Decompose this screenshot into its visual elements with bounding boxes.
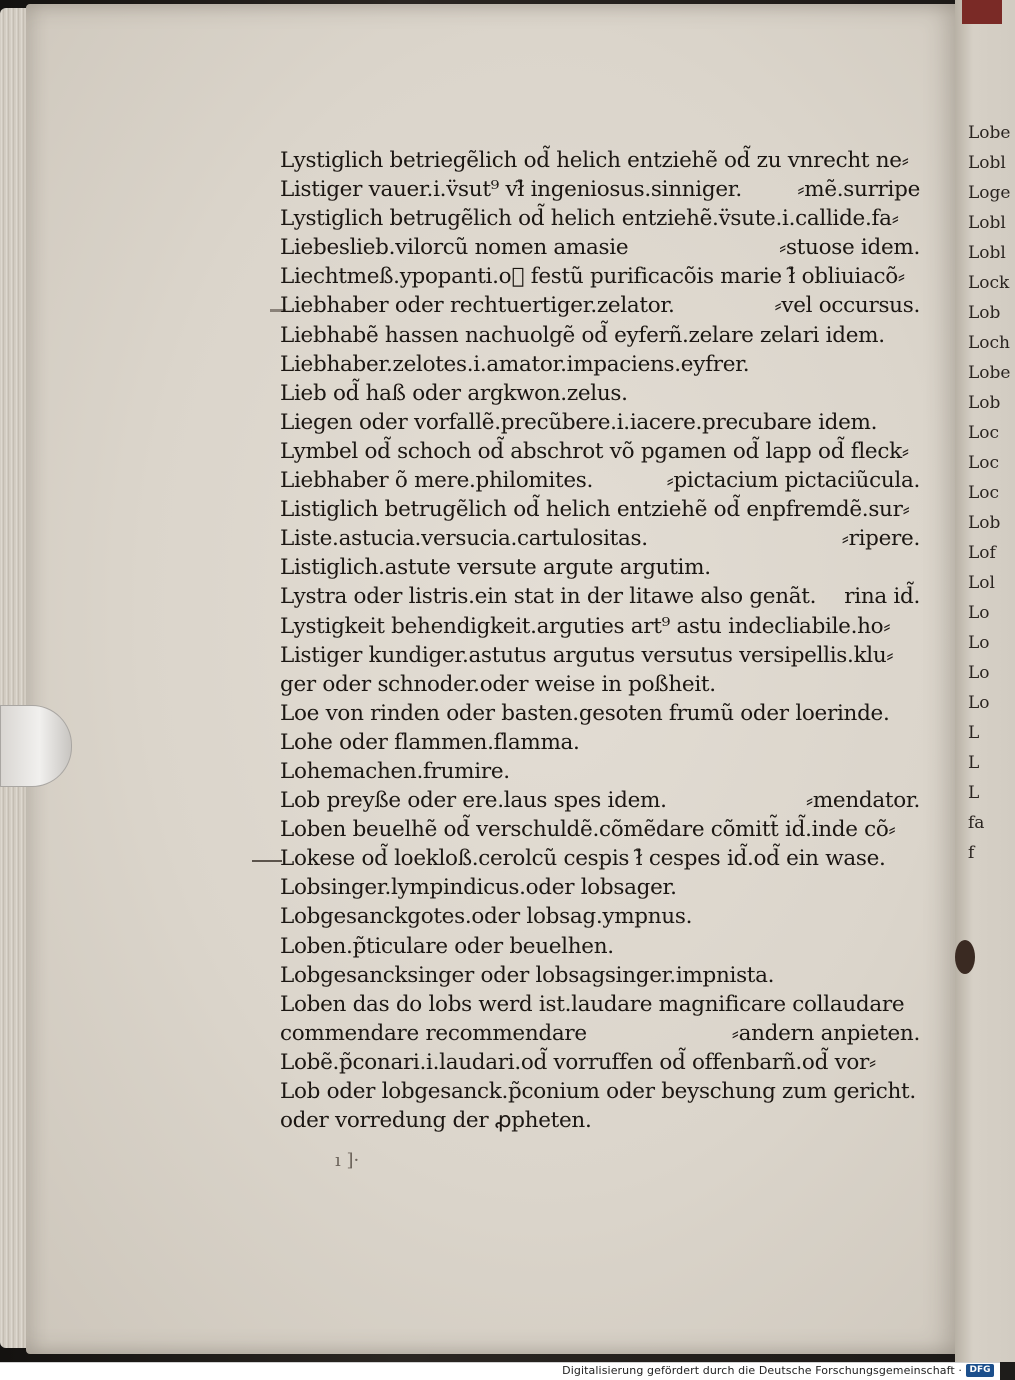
- text-line: [280, 524, 920, 553]
- text-line: [280, 175, 920, 204]
- page-text-block: [280, 146, 920, 1135]
- footer-credit: Digitalisierung gefördert durch die Deutsche Forschungsgemeinschaft ·: [562, 1364, 962, 1377]
- text-line: [280, 728, 920, 757]
- facing-page-line: Lock: [968, 273, 1010, 293]
- text-line-main: Loben beuelhẽ od̃ verschuldẽ.cõmẽdare cõmitt̃ id̃.inde cõ⸗: [280, 817, 896, 843]
- text-line: [280, 786, 920, 815]
- text-line: [280, 495, 920, 524]
- page-foot-mark: ı ]·: [335, 1150, 360, 1171]
- text-line-main: Listiglich.astute versute argute argutim.: [280, 555, 711, 581]
- text-line: [280, 262, 920, 291]
- facing-page-line: L: [968, 723, 980, 743]
- text-line: [280, 699, 920, 728]
- text-line: [280, 902, 920, 931]
- text-line-continuation: ⸗mẽ.surripe: [797, 177, 920, 203]
- text-line: [280, 1077, 920, 1106]
- text-line: [280, 437, 920, 466]
- text-line-main: Lobgesancksinger oder lobsagsinger.impnista.: [280, 962, 775, 988]
- text-line-main: Lobẽ.p̃conari.i.laudari.od̃ vorruffen od̃ offenbarñ.od̃ vor⸗: [280, 1049, 876, 1075]
- text-line: [280, 815, 920, 844]
- text-line-main: Loben.p̃ticulare oder beuelhen.: [280, 933, 614, 959]
- facing-page-line: Lob: [968, 513, 1001, 533]
- facing-page-line: fa: [968, 813, 985, 833]
- text-line-main: Liechtmeß.ypopanti.oᷓ festũ purificacõis marie ł̃ obliuiacõ⸗: [280, 264, 905, 290]
- text-line: [280, 670, 920, 699]
- facing-page-line: Lof: [968, 543, 996, 563]
- ink-blot: [955, 940, 975, 974]
- text-line-main: ger oder schnoder.oder weise in poßheit.: [280, 671, 716, 697]
- text-line-main: Lohe oder flammen.flamma.: [280, 729, 580, 755]
- text-line-main: Lystigkeit behendigkeit.arguties art⁹ astu indecliabile.ho⸗: [280, 613, 891, 639]
- text-line-main: Loe von rinden oder basten.gesoten frumũ oder loerinde.: [280, 700, 890, 726]
- text-line-main: Lohemachen.frumire.: [280, 758, 510, 784]
- text-line: [280, 990, 920, 1019]
- text-line-main: Lystiglich betriegẽlich od̃ helich entziehẽ od̃ zu vnrecht ne⸗: [280, 148, 909, 173]
- text-line-main: Loben das do lobs werd ist.laudare magnificare collaudare: [280, 991, 905, 1017]
- text-line: [280, 612, 920, 641]
- text-line: [280, 146, 920, 175]
- facing-page-line: f: [968, 843, 975, 863]
- facing-page-line: Lobe: [968, 363, 1011, 383]
- text-line: [280, 233, 920, 262]
- text-line-main: Lokese od̃ loekloß.cerolcũ cespis ł̃ cespes id̃.od̃ ein wase.: [280, 846, 886, 872]
- text-line: [280, 1019, 920, 1048]
- text-line-main: Liegen oder vorfallẽ.precũbere.i.iacere.precubare idem.: [280, 409, 878, 435]
- text-line-main: Lobgesanckgotes.oder lobsag.ympnus.: [280, 904, 693, 930]
- text-line-main: Lystra oder listris.ein stat in der litawe also genãt.: [280, 584, 817, 610]
- facing-page-line: Lobl: [968, 243, 1006, 263]
- facing-page-line: L: [968, 753, 980, 773]
- facing-page-ribbon: [962, 0, 1002, 24]
- facing-page-line: Loge: [968, 183, 1011, 203]
- text-line-main: Lystiglich betrugẽlich od̃ helich entziehẽ.v̈sute.i.callide.fa⸗: [280, 206, 899, 232]
- text-line-main: Liebhaber oder rechtuertiger.zelator.: [280, 293, 675, 319]
- facing-page-line: Lob: [968, 393, 1001, 413]
- text-line-main: Listiger kundiger.astutus argutus versutus versipellis.klu⸗: [280, 642, 894, 668]
- text-line-main: Lob oder lobgesanck.p̃conium oder beyschung zum gericht.: [280, 1079, 916, 1104]
- facing-page-line: Lobl: [968, 153, 1006, 173]
- text-line-continuation: ⸗mendator.: [805, 788, 920, 814]
- text-line: [280, 961, 920, 990]
- facing-page-line: Lo: [968, 603, 990, 623]
- text-line: [280, 466, 920, 495]
- dfg-logo: DFG: [966, 1364, 994, 1377]
- text-line: [280, 582, 920, 611]
- facing-page-line: Lo: [968, 693, 990, 713]
- facing-page-line: Lo: [968, 663, 990, 683]
- text-line: [280, 1048, 920, 1077]
- facing-page-text: [968, 118, 1011, 868]
- facing-page-line: Loc: [968, 483, 1000, 503]
- text-line-continuation: ⸗stuose idem.: [779, 235, 920, 261]
- facing-page-line: Loc: [968, 423, 1000, 443]
- facing-page-line: Lob: [968, 303, 1001, 323]
- text-line: [280, 1106, 920, 1135]
- facing-page-line: Lol: [968, 573, 995, 593]
- text-line: [280, 932, 920, 961]
- text-line-continuation: rina id̃.: [844, 584, 920, 610]
- facing-page-line: Lobl: [968, 213, 1006, 233]
- text-line: [280, 873, 920, 902]
- text-line: [280, 757, 920, 786]
- text-line-main: oder vorredung der ꝓpheten.: [280, 1108, 592, 1134]
- text-line-continuation: ⸗pictacium pictaciũcula.: [666, 468, 920, 494]
- text-line-continuation: ⸗andern anpieten.: [731, 1020, 920, 1046]
- text-line-main: Lieb od̃ haß oder argkwon.zelus.: [280, 380, 628, 406]
- text-line-main: Liebhaber õ mere.philomites.: [280, 468, 594, 494]
- text-line: [280, 204, 920, 233]
- facing-page-line: Loc: [968, 453, 1000, 473]
- text-line-main: commendare recommendare: [280, 1020, 587, 1046]
- facing-page-line: Loch: [968, 333, 1010, 353]
- text-line-continuation: ⸗vel occursus.: [774, 293, 920, 319]
- text-line: [280, 844, 920, 873]
- text-line-main: Lob preyße oder ere.laus spes idem.: [280, 788, 667, 814]
- text-line-continuation: ⸗ripere.: [841, 526, 920, 552]
- facing-page-line: Lobe: [968, 123, 1011, 143]
- text-line-main: Liebhaber.zelotes.i.amator.impaciens.eyfrer.: [280, 351, 750, 377]
- text-line-main: Liebeslieb.vilorcũ nomen amasie: [280, 235, 629, 261]
- text-line: [280, 350, 920, 379]
- margin-mark: [252, 860, 282, 862]
- text-line-main: Listiger vauer.i.v̈sut⁹ vł̃ ingeniosus.sinniger.: [280, 177, 742, 203]
- text-line-main: Lymbel od̃ schoch od̃ abschrot võ pgamen od̃ lapp od̃ fleck⸗: [280, 438, 909, 464]
- facing-page-line: Lo: [968, 633, 990, 653]
- text-line: [280, 379, 920, 408]
- text-line-main: Listiglich betrugẽlich od̃ helich entziehẽ od̃ enpfremdẽ.sur⸗: [280, 497, 910, 523]
- text-line: [280, 641, 920, 670]
- text-line: [280, 408, 920, 437]
- text-line: [280, 553, 920, 582]
- facing-page-line: L: [968, 783, 980, 803]
- text-line: [280, 321, 920, 350]
- text-line-main: Liste.astucia.versucia.cartulositas.: [280, 526, 648, 552]
- text-line-main: Liebhabẽ hassen nachuolgẽ od̃ eyferñ.zelare zelari idem.: [280, 322, 885, 348]
- text-line: [280, 291, 920, 320]
- text-line-main: Lobsinger.lympindicus.oder lobsager.: [280, 875, 677, 901]
